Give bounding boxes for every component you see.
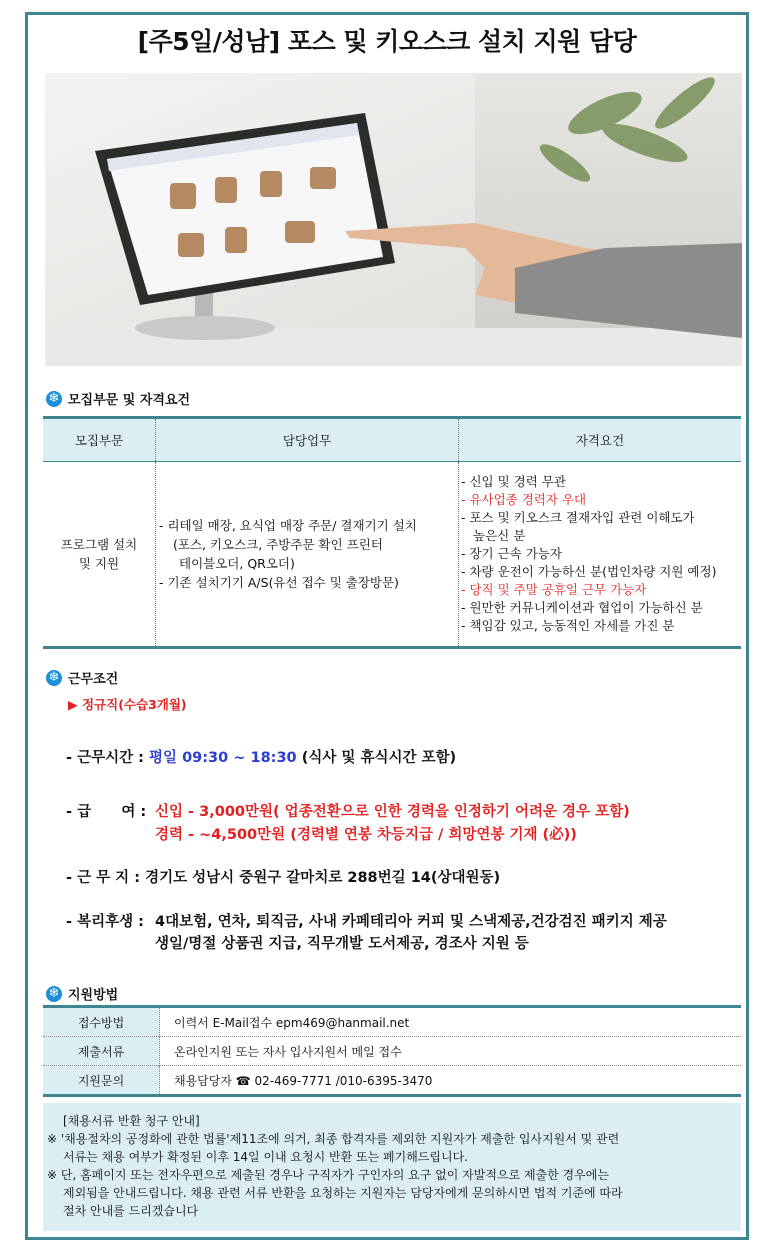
recruit-table	[43, 416, 741, 649]
duty-line: - 기존 설치기기 A/S(유선 접수 및 출장방문)	[159, 575, 399, 590]
section-recruit-label: 모집부문 및 자격요건	[68, 393, 191, 408]
qualifications-cell	[459, 462, 742, 648]
notice-line: 절차 안내를 드리겠습니다	[63, 1204, 199, 1218]
qualification-line: - 차량 운전이 가능하신 분(법인차량 지원 예정)	[461, 564, 717, 579]
apply-key: 지원문의	[43, 1066, 160, 1096]
apply-table	[43, 1005, 741, 1097]
salary-label: - 급 여 :	[66, 804, 147, 820]
section-apply-heading	[46, 984, 118, 1003]
recruit-table-header-row	[43, 418, 741, 462]
location-label: - 근 무 지 :	[66, 870, 141, 886]
salary-new: 신입 - 3,000만원( 업종전환으로 인한 경력을 인정하기 어려운 경우 포함)	[155, 804, 630, 820]
qualification-line: - 책임감 있고, 능동적인 자세를 가진 분	[461, 618, 675, 633]
salary-experienced: 경력 - ~4,500만원 (경력별 연봉 차등지급 / 희망연봉 기재 (必))	[155, 827, 577, 843]
recruit-table-row	[43, 462, 741, 648]
snowflake-icon: ❄	[46, 986, 62, 1002]
duty-line: (포스, 키오스크, 주방주문 확인 프린터	[173, 537, 383, 552]
hours-value: 평일 09:30 ~ 18:30	[149, 750, 297, 766]
employment-type-label: 정규직(수습3개월)	[81, 697, 187, 712]
qualification-line: 높은신 분	[473, 528, 526, 543]
snowflake-icon: ❄	[46, 391, 62, 407]
header-qualifications: 자격요건	[459, 418, 742, 462]
hours-label: - 근무시간 :	[66, 750, 144, 766]
benefits-label: - 복리후생 :	[66, 914, 144, 930]
qualification-line: - 유사업종 경력자 우대	[461, 492, 587, 507]
header-duties: 담당업무	[156, 418, 459, 462]
qualification-line: - 신입 및 경력 무관	[461, 474, 566, 489]
apply-row	[43, 1007, 741, 1037]
apply-value: 채용담당자 ☎ 02-469-7771 /010-6395-3470	[160, 1066, 742, 1096]
snowflake-icon: ❄	[46, 670, 62, 686]
apply-row	[43, 1037, 741, 1066]
location-value: 경기도 성남시 중원구 갈마치로 288번길 14(상대원동)	[145, 870, 501, 886]
section-conditions-heading	[46, 668, 118, 687]
notice-line: ※ 단, 홈페이지 또는 전자우편으로 제출된 경우나 구직자가 구인자의 요구 없이 자발적으로 제출한 경우에는	[47, 1168, 609, 1182]
duties-cell	[156, 462, 459, 648]
apply-key: 접수방법	[43, 1007, 160, 1037]
page-title: [주5일/성남] 포스 및 키오스크 설치 지원 담당	[137, 27, 637, 56]
work-hours	[66, 746, 456, 767]
section-apply-label: 지원방법	[68, 988, 119, 1003]
notice-line: 서류는 채용 여부가 확정된 이후 14일 이내 요청시 반환 또는 폐기해드립니다.	[63, 1150, 468, 1164]
benefits-line: 생일/명절 상품권 지급, 직무개발 도서제공, 경조사 지원 등	[155, 936, 529, 952]
apply-value: 이력서 E-Mail접수 epm469@hanmail.net	[174, 1015, 410, 1030]
hours-note: (식사 및 휴식시간 포함)	[301, 750, 457, 766]
work-location	[66, 866, 500, 887]
section-conditions-label: 근무조건	[68, 672, 119, 687]
qualification-line: - 원만한 커뮤니케이션과 협업이 가능하신 분	[461, 600, 703, 615]
apply-key: 제출서류	[43, 1037, 160, 1066]
benefits-line: 4대보험, 연차, 퇴직금, 사내 카페테리아 커피 및 스낵제공,건강검진 패키지 제공	[155, 914, 667, 930]
qualification-line: - 당직 및 주말 공휴일 근무 가능자	[461, 582, 647, 597]
triangle-right-icon: ▶	[68, 697, 78, 712]
employment-type	[68, 695, 187, 713]
notice-line: ※ '채용절차의 공정화에 관한 법률'제11조에 의거, 최종 합격자를 제외한 지원자가 제출한 입사지원서 및 관련	[47, 1132, 620, 1146]
division-cell	[43, 462, 156, 648]
duty-line: 테이블오더, QR오더)	[179, 556, 295, 571]
notice-line: 제외됨을 안내드립니다. 채용 관련 서류 반환을 요청하는 지원자는 담당자에게 문의하시면 법적 기준에 따라	[63, 1186, 623, 1200]
division-line: 프로그램 설치	[60, 537, 138, 552]
hero-image	[45, 73, 742, 366]
apply-row	[43, 1066, 741, 1096]
qualification-line: - 장기 근속 가능자	[461, 546, 562, 561]
header-division: 모집부문	[43, 418, 156, 462]
apply-value: 온라인지원 또는 자사 입사지원서 메일 접수	[160, 1037, 742, 1066]
division-line: 및 지원	[78, 556, 120, 571]
qualification-line: - 포스 및 키오스크 결재자입 관련 이해도가	[461, 510, 695, 525]
duty-line: - 리테일 매장, 요식업 매장 주문/ 결재기기 설치	[159, 518, 417, 533]
document-return-notice	[43, 1103, 741, 1231]
notice-heading: [채용서류 반환 청구 안내]	[63, 1114, 200, 1128]
section-recruit-heading	[46, 389, 190, 408]
